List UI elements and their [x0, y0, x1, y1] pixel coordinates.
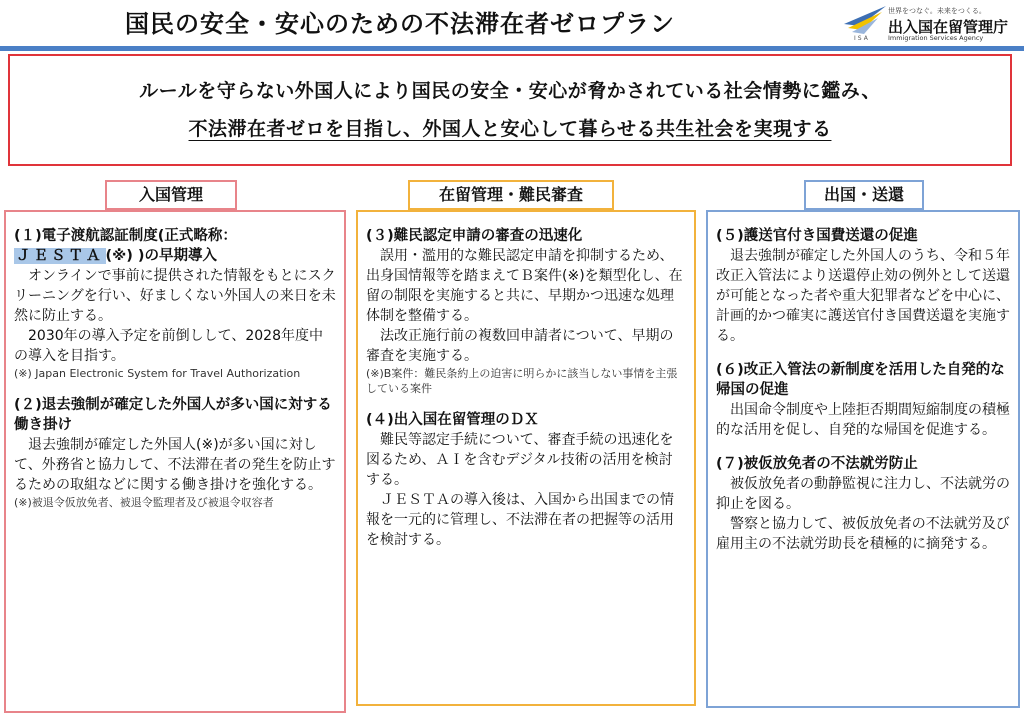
section-3-para-2: 法改正施行前の複数回申請者について、早期の審査を実施する。: [366, 328, 674, 364]
section-7-para-2: 警察と協力して、被仮放免者の不法就労及び雇用主の不法就労助長を積極的に摘発する。: [716, 516, 1010, 552]
section-4-para-2: ＪＥＳＴＡの導入後は、入国から出国までの情報を一元的に管理し、不法滞在者の把握等の活用を検討する。: [366, 492, 674, 548]
jesta-highlight: ＪＥＳＴＡ: [16, 248, 104, 264]
section-2-note: (※)被退令仮放免者、被退令監理者及び被退令収容者: [14, 496, 274, 509]
column-entry-control: [4, 210, 346, 713]
page-title: 国民の安全・安心のための不法滞在者ゼロプラン: [125, 10, 675, 38]
section-7-para-1: 被仮放免者の動静監視に注力し、不法就労の抑止を図る。: [716, 476, 1010, 512]
section-3-para-1: 誤用・濫用的な難民認定申請を抑制するため、出身国情報等を踏まえてＢ案件(※)を類型化し、在留の制限を実施すると共に、早期かつ迅速な処理体制を整備する。: [366, 248, 683, 324]
mission-banner: [8, 54, 1012, 166]
section-1-para-1: オンラインで事前に提供された情報をもとにスクリーニングを行い、好ましくない外国人の来日を未然に防止する。: [14, 268, 336, 324]
section-6-para-1: 出国命令制度や上陸拒否期間短縮制度の積極的な活用を促し、自発的な帰国を促進する。: [716, 402, 1010, 438]
banner-line-1: ルールを守らない外国人により国民の安全・安心が脅かされている社会情勢に鑑み、: [139, 80, 881, 102]
agency-name-en: Immigration Services Agency: [888, 34, 984, 42]
section-4-para-1: 難民等認定手続について、審査手続の迅速化を図るため、ＡＩを含むデジタル技術の活用を検討する。: [366, 432, 674, 488]
section-title-3: (３)難民認定申請の審査の迅速化: [366, 228, 583, 244]
section-title-6: (６)改正入管法の新制度を活用した自発的な帰国の促進: [716, 362, 1005, 398]
header-divider: [0, 46, 1024, 51]
section-2-para-1: 退去強制が確定した外国人(※)が多い国に対して、外務省と協力して、不法滞在者の発生を防止するための取組などに関する働き掛けを強化する。: [14, 437, 336, 493]
section-title-4: (４)出入国在留管理のＤＸ: [366, 412, 539, 428]
section-3-note: (※)B案件：難民条約上の迫害に明らかに該当しない事情を主張している案件: [366, 367, 678, 395]
banner-line-2: 不法滞在者ゼロを目指し、外国人と安心して暮らせる共生社会を実現する: [188, 118, 832, 140]
wing-logo-icon: [842, 4, 888, 38]
section-title-1: (１)電子渡航認証制度(正式略称： ＪＥＳＴＡ (※) )の早期導入: [14, 228, 237, 264]
section-title-5: (５)護送官付き国費送還の促進: [716, 228, 918, 244]
tab-departure-deportation: 出国・送還: [804, 180, 924, 210]
agency-name: 出入国在留管理庁: [888, 18, 1009, 36]
column-residence-refugee: [356, 210, 696, 706]
section-1-note: (※) Japan Electronic System for Travel Authorization: [14, 367, 301, 380]
section-1-para-2: 2030年の導入予定を前倒しして、2028年度中の導入を目指す。: [14, 328, 323, 364]
agency-tagline: 世界をつなぐ。未来をつくる。: [888, 7, 986, 15]
section-title-7: (７)被仮放免者の不法就労防止: [716, 456, 918, 472]
isa-mark: ISA: [854, 35, 870, 42]
section-5-para-1: 退去強制が確定した外国人のうち、令和５年改正入管法により送還停止効の例外として送還が可能となった者や重大犯罪者などを中心に、計画的かつ確実に護送官付き国費送還を実施する。: [716, 248, 1010, 344]
tab-residence-refugee: 在留管理・難民審査: [408, 180, 614, 210]
tab-entry-control: 入国管理: [105, 180, 237, 210]
column-departure-deportation: [706, 210, 1020, 708]
agency-logo: [842, 4, 1024, 44]
section-title-2: (２)退去強制が確定した外国人が多い国に対する働き掛け: [14, 397, 332, 433]
